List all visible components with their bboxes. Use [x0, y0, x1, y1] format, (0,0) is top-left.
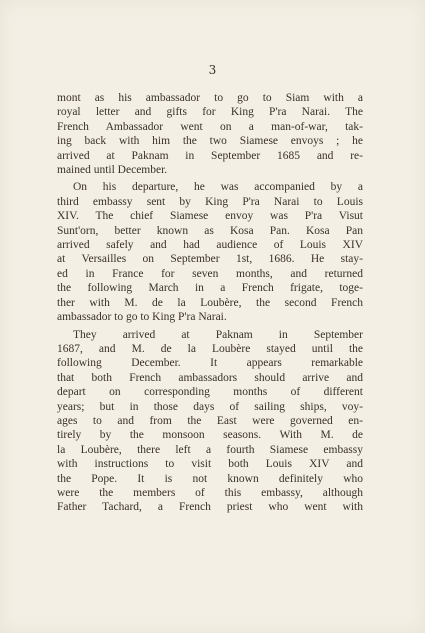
text-line: ages to and from the East were governed en-: [57, 414, 363, 427]
paragraph-2: [57, 180, 363, 324]
text-line: 1687, and M. de la Loubère stayed until the: [57, 342, 363, 355]
body-text: [57, 91, 363, 515]
text-line: ed in France for seven months, and returned: [57, 267, 363, 280]
text-line: arrived at Paknam in September 1685 and re-: [57, 149, 363, 162]
text-line: royal letter and gifts for King P'ra Narai. The: [57, 106, 363, 119]
text-line: that both French ambassadors should arrive and: [57, 371, 363, 384]
text-line: arrived safely and had audience of Louis XIV: [57, 239, 363, 252]
text-line: at Versailles on September 1st, 1686. He stay-: [57, 253, 363, 266]
text-line: Sunt'orn, better known as Kosa Pan. Kosa Pan: [57, 224, 363, 237]
text-line: the Pope. It is not known definitely who: [57, 472, 363, 485]
paragraph-3: [57, 328, 363, 515]
text-line: la Loubère, there left a fourth Siamese embassy: [57, 443, 363, 456]
paragraph-1: [57, 91, 363, 177]
text-line: XIV. The chief Siamese envoy was P'ra Visut: [57, 210, 363, 223]
text-line: ther with M. de la Loubère, the second French: [57, 296, 363, 309]
text-line: On his departure, he was accompanied by a: [73, 181, 363, 194]
page-number: 3: [208, 63, 217, 77]
text-line: years; but in those days of sailing ships, voy-: [57, 400, 363, 413]
text-line: following December. It appears remarkable: [57, 357, 363, 370]
text-line: with instructions to visit both Louis XIV and: [57, 458, 363, 471]
text-line: ambassador to go to King P'ra Narai.: [57, 311, 227, 324]
text-line: tirely by the monsoon seasons. With M. de: [57, 429, 363, 442]
text-line: third embassy sent by King P'ra Narai to Louis: [57, 195, 363, 208]
text-line: mont as his ambassador to go to Siam with a: [57, 92, 363, 104]
text-line: French Ambassador went on a man-of-war, tak-: [57, 120, 363, 133]
text-line: ing back with him the two Siamese envoys ; he: [57, 135, 363, 148]
text-line: the following March in a French frigate, toge-: [57, 282, 363, 295]
text-line: were the members of this embassy, although: [57, 486, 363, 499]
text-line: They arrived at Paknam in September: [73, 328, 363, 341]
text-line: mained until December.: [57, 164, 168, 177]
text-line: Father Tachard, a French priest who went with: [57, 501, 363, 514]
text-line: depart on corresponding months of different: [57, 386, 363, 399]
